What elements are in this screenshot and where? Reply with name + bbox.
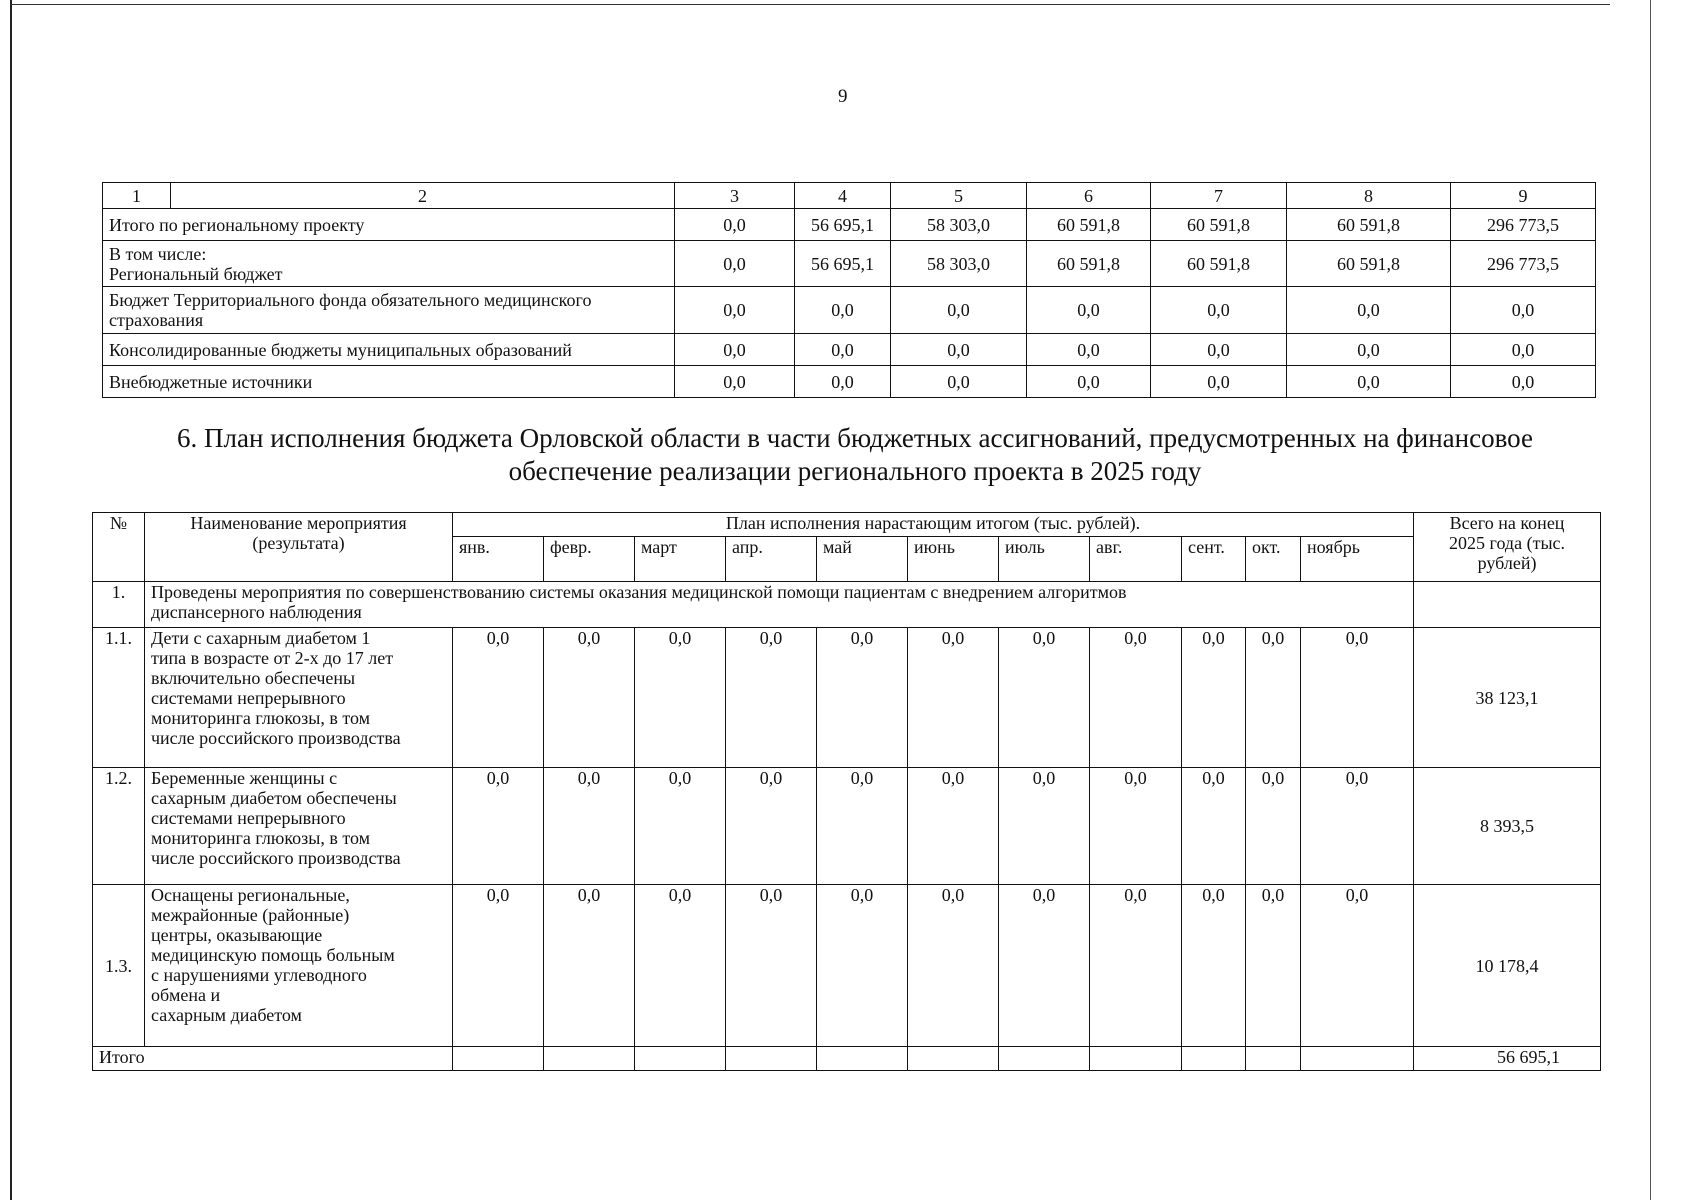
cell-value: 0,0: [1287, 334, 1451, 366]
month-header: ноябрь: [1301, 537, 1414, 582]
page-edge-left: [10, 0, 12, 1200]
cell-value: 0,0: [795, 366, 891, 398]
month-value: 0,0: [817, 768, 908, 885]
cell-value: 0,0: [1027, 366, 1151, 398]
month-header: окт.: [1246, 537, 1301, 582]
month-value: 0,0: [1246, 628, 1301, 768]
item-total: 8 393,5: [1414, 768, 1601, 885]
item-number: 1.2.: [93, 768, 145, 885]
cell-value: 0,0: [675, 287, 795, 334]
item-number: 1.1.: [93, 628, 145, 768]
month-value: 0,0: [453, 628, 544, 768]
row-label-line: В том числе:: [109, 243, 207, 264]
budget-plan-table: [92, 512, 1601, 1071]
item-name-line: Оснащены региональные,: [151, 885, 350, 905]
total-header: [1414, 513, 1601, 582]
item-name-line: с нарушениями углеводного: [151, 965, 367, 985]
item-name-line: Дети с сахарным диабетом 1: [151, 628, 371, 648]
month-header: март: [635, 537, 726, 582]
cell-value: 0,0: [675, 334, 795, 366]
cell-value: 0,0: [1451, 334, 1596, 366]
month-value: 0,0: [544, 768, 635, 885]
cell-value: 60 591,8: [1027, 209, 1151, 241]
item-name: [145, 628, 453, 768]
page-number: 9: [838, 86, 848, 107]
table-row: [103, 241, 1596, 287]
group-total: [1414, 582, 1601, 628]
cell-value: 0,0: [1151, 366, 1287, 398]
month-value: 0,0: [726, 885, 817, 1047]
month-value: 0,0: [999, 885, 1090, 1047]
cell-value: 0,0: [891, 287, 1027, 334]
cell-value: 56 695,1: [795, 209, 891, 241]
cell-value: 0,0: [1027, 287, 1151, 334]
cell-value: 0,0: [1151, 334, 1287, 366]
col-num-2: 2: [171, 183, 675, 209]
col-num-8: 8: [1287, 183, 1451, 209]
table-row: [93, 768, 1601, 885]
cell-value: 58 303,0: [891, 209, 1027, 241]
cell-value: 0,0: [675, 209, 795, 241]
empty-cell: [544, 1047, 635, 1071]
group-row: [93, 582, 1601, 628]
month-value: 0,0: [1246, 885, 1301, 1047]
month-value: 0,0: [635, 768, 726, 885]
item-name-line: системами непрерывного: [151, 808, 346, 828]
item-name-line: включительно обеспечены: [151, 668, 356, 688]
item-name-line: межрайонные (районные): [151, 905, 350, 925]
group-text-line: диспансерного наблюдения: [151, 602, 362, 622]
cell-value: 0,0: [1151, 287, 1287, 334]
row-label: Консолидированные бюджеты муниципальных образований: [103, 334, 675, 366]
item-name-line: числе российского производства: [151, 848, 401, 868]
cell-value: 56 695,1: [795, 241, 891, 287]
total-header-line: рублей): [1477, 553, 1537, 573]
month-value: 0,0: [908, 885, 999, 1047]
name-header-line: (результата): [252, 533, 345, 553]
cell-value: 60 591,8: [1151, 209, 1287, 241]
item-name-line: типа в возрасте от 2-х до 17 лет: [151, 648, 394, 668]
month-header: май: [817, 537, 908, 582]
month-value: 0,0: [1090, 628, 1182, 768]
month-header: авг.: [1090, 537, 1182, 582]
header-row: [93, 513, 1601, 537]
month-value: 0,0: [1182, 628, 1246, 768]
item-name: [145, 768, 453, 885]
month-value: 0,0: [1182, 768, 1246, 885]
group-text-line: Проведены мероприятия по совершенствованию системы оказания медицинской помощи пациентам с внедрением алгоритмов: [151, 582, 1127, 602]
month-header: сент.: [1182, 537, 1246, 582]
month-value: 0,0: [544, 628, 635, 768]
row-label-line: страхования: [109, 310, 204, 330]
row-label: Итого по региональному проекту: [103, 209, 675, 241]
section-title: [120, 422, 1590, 488]
name-header: [145, 513, 453, 582]
empty-cell: [635, 1047, 726, 1071]
item-name: [145, 885, 453, 1047]
cell-value: 0,0: [795, 334, 891, 366]
item-name-line: обмена и: [151, 985, 221, 1005]
section-title-line: 6. План исполнения бюджета Орловской области в части бюджетных ассигнований, предусмотренных на финансовое: [177, 423, 1533, 453]
empty-cell: [1090, 1047, 1182, 1071]
name-header-line: Наименование мероприятия: [190, 513, 407, 533]
page-edge-top: [10, 4, 1610, 5]
empty-cell: [726, 1047, 817, 1071]
item-name-line: сахарным диабетом обеспечены: [151, 788, 397, 808]
col-num-7: 7: [1151, 183, 1287, 209]
table-row: [103, 287, 1596, 334]
empty-cell: [1182, 1047, 1246, 1071]
month-value: 0,0: [1090, 885, 1182, 1047]
page-edge-right: [1650, 0, 1651, 1200]
month-value: 0,0: [1246, 768, 1301, 885]
month-header: апр.: [726, 537, 817, 582]
cell-value: 0,0: [891, 334, 1027, 366]
table-row: [93, 885, 1601, 1047]
item-number: 1.3.: [93, 885, 145, 1047]
total-row: [93, 1047, 1601, 1071]
group-number: 1.: [93, 582, 145, 628]
total-header-line: 2025 года (тыс.: [1449, 533, 1566, 553]
month-value: 0,0: [726, 628, 817, 768]
cell-value: 0,0: [795, 287, 891, 334]
item-name-line: числе российского производства: [151, 728, 401, 748]
budget-sources-table: [102, 182, 1596, 398]
month-value: 0,0: [544, 885, 635, 1047]
item-total: 10 178,4: [1414, 885, 1601, 1047]
col-num-6: 6: [1027, 183, 1151, 209]
number-header: №: [93, 513, 145, 582]
month-value: 0,0: [1301, 768, 1414, 885]
table-row: [93, 628, 1601, 768]
cell-value: 60 591,8: [1151, 241, 1287, 287]
cell-value: 296 773,5: [1451, 209, 1596, 241]
empty-cell: [1246, 1047, 1301, 1071]
month-value: 0,0: [635, 885, 726, 1047]
month-header: июль: [999, 537, 1090, 582]
row-label: [103, 287, 675, 334]
row-label: [103, 241, 675, 287]
plan-caption: План исполнения нарастающим итогом (тыс. рублей).: [453, 513, 1414, 537]
empty-cell: [999, 1047, 1090, 1071]
section-title-line: обеспечение реализации регионального проекта в 2025 году: [508, 456, 1202, 486]
item-name-line: мониторинга глюкозы, в том: [151, 828, 371, 848]
grand-total: 56 695,1: [1414, 1047, 1601, 1071]
month-value: 0,0: [817, 885, 908, 1047]
col-num-5: 5: [891, 183, 1027, 209]
empty-cell: [908, 1047, 999, 1071]
item-name-line: сахарным диабетом: [151, 1005, 302, 1025]
col-num-4: 4: [795, 183, 891, 209]
month-value: 0,0: [453, 768, 544, 885]
month-value: 0,0: [726, 768, 817, 885]
cell-value: 0,0: [1451, 287, 1596, 334]
table-row: [103, 209, 1596, 241]
cell-value: 0,0: [675, 366, 795, 398]
month-value: 0,0: [453, 885, 544, 1047]
table-row: [103, 334, 1596, 366]
item-name-line: мониторинга глюкозы, в том: [151, 708, 371, 728]
group-text: [145, 582, 1414, 628]
row-label: Внебюджетные источники: [103, 366, 675, 398]
row-label-line: Региональный бюджет: [109, 263, 283, 284]
row-label-line: Бюджет Территориального фонда обязательного медицинского: [109, 290, 592, 310]
month-value: 0,0: [908, 768, 999, 885]
col-num-3: 3: [675, 183, 795, 209]
cell-value: 58 303,0: [891, 241, 1027, 287]
cell-value: 0,0: [1027, 334, 1151, 366]
month-value: 0,0: [1090, 768, 1182, 885]
cell-value: 296 773,5: [1451, 241, 1596, 287]
empty-cell: [817, 1047, 908, 1071]
cell-value: 60 591,8: [1287, 241, 1451, 287]
month-value: 0,0: [1301, 885, 1414, 1047]
cell-value: 0,0: [1451, 366, 1596, 398]
month-header: янв.: [453, 537, 544, 582]
month-value: 0,0: [999, 628, 1090, 768]
cell-value: 60 591,8: [1287, 209, 1451, 241]
month-header: февр.: [544, 537, 635, 582]
month-value: 0,0: [1301, 628, 1414, 768]
cell-value: 60 591,8: [1027, 241, 1151, 287]
item-name-line: медицинскую помощь больным: [151, 945, 395, 965]
total-header-line: Всего на конец: [1449, 513, 1565, 533]
cell-value: 0,0: [1287, 366, 1451, 398]
month-value: 0,0: [817, 628, 908, 768]
empty-cell: [1301, 1047, 1414, 1071]
total-label: Итого: [93, 1047, 453, 1071]
month-value: 0,0: [1182, 885, 1246, 1047]
item-total: 38 123,1: [1414, 628, 1601, 768]
column-number-row: [103, 183, 1596, 209]
item-name-line: центры, оказывающие: [151, 925, 323, 945]
item-name-line: системами непрерывного: [151, 688, 346, 708]
empty-cell: [453, 1047, 544, 1071]
table-row: [103, 366, 1596, 398]
month-value: 0,0: [635, 628, 726, 768]
item-name-line: Беременные женщины с: [151, 768, 338, 788]
month-value: 0,0: [999, 768, 1090, 885]
col-num-9: 9: [1451, 183, 1596, 209]
cell-value: 0,0: [1287, 287, 1451, 334]
cell-value: 0,0: [675, 241, 795, 287]
month-header: июнь: [908, 537, 999, 582]
col-num-1: 1: [103, 183, 171, 209]
month-value: 0,0: [908, 628, 999, 768]
cell-value: 0,0: [891, 366, 1027, 398]
